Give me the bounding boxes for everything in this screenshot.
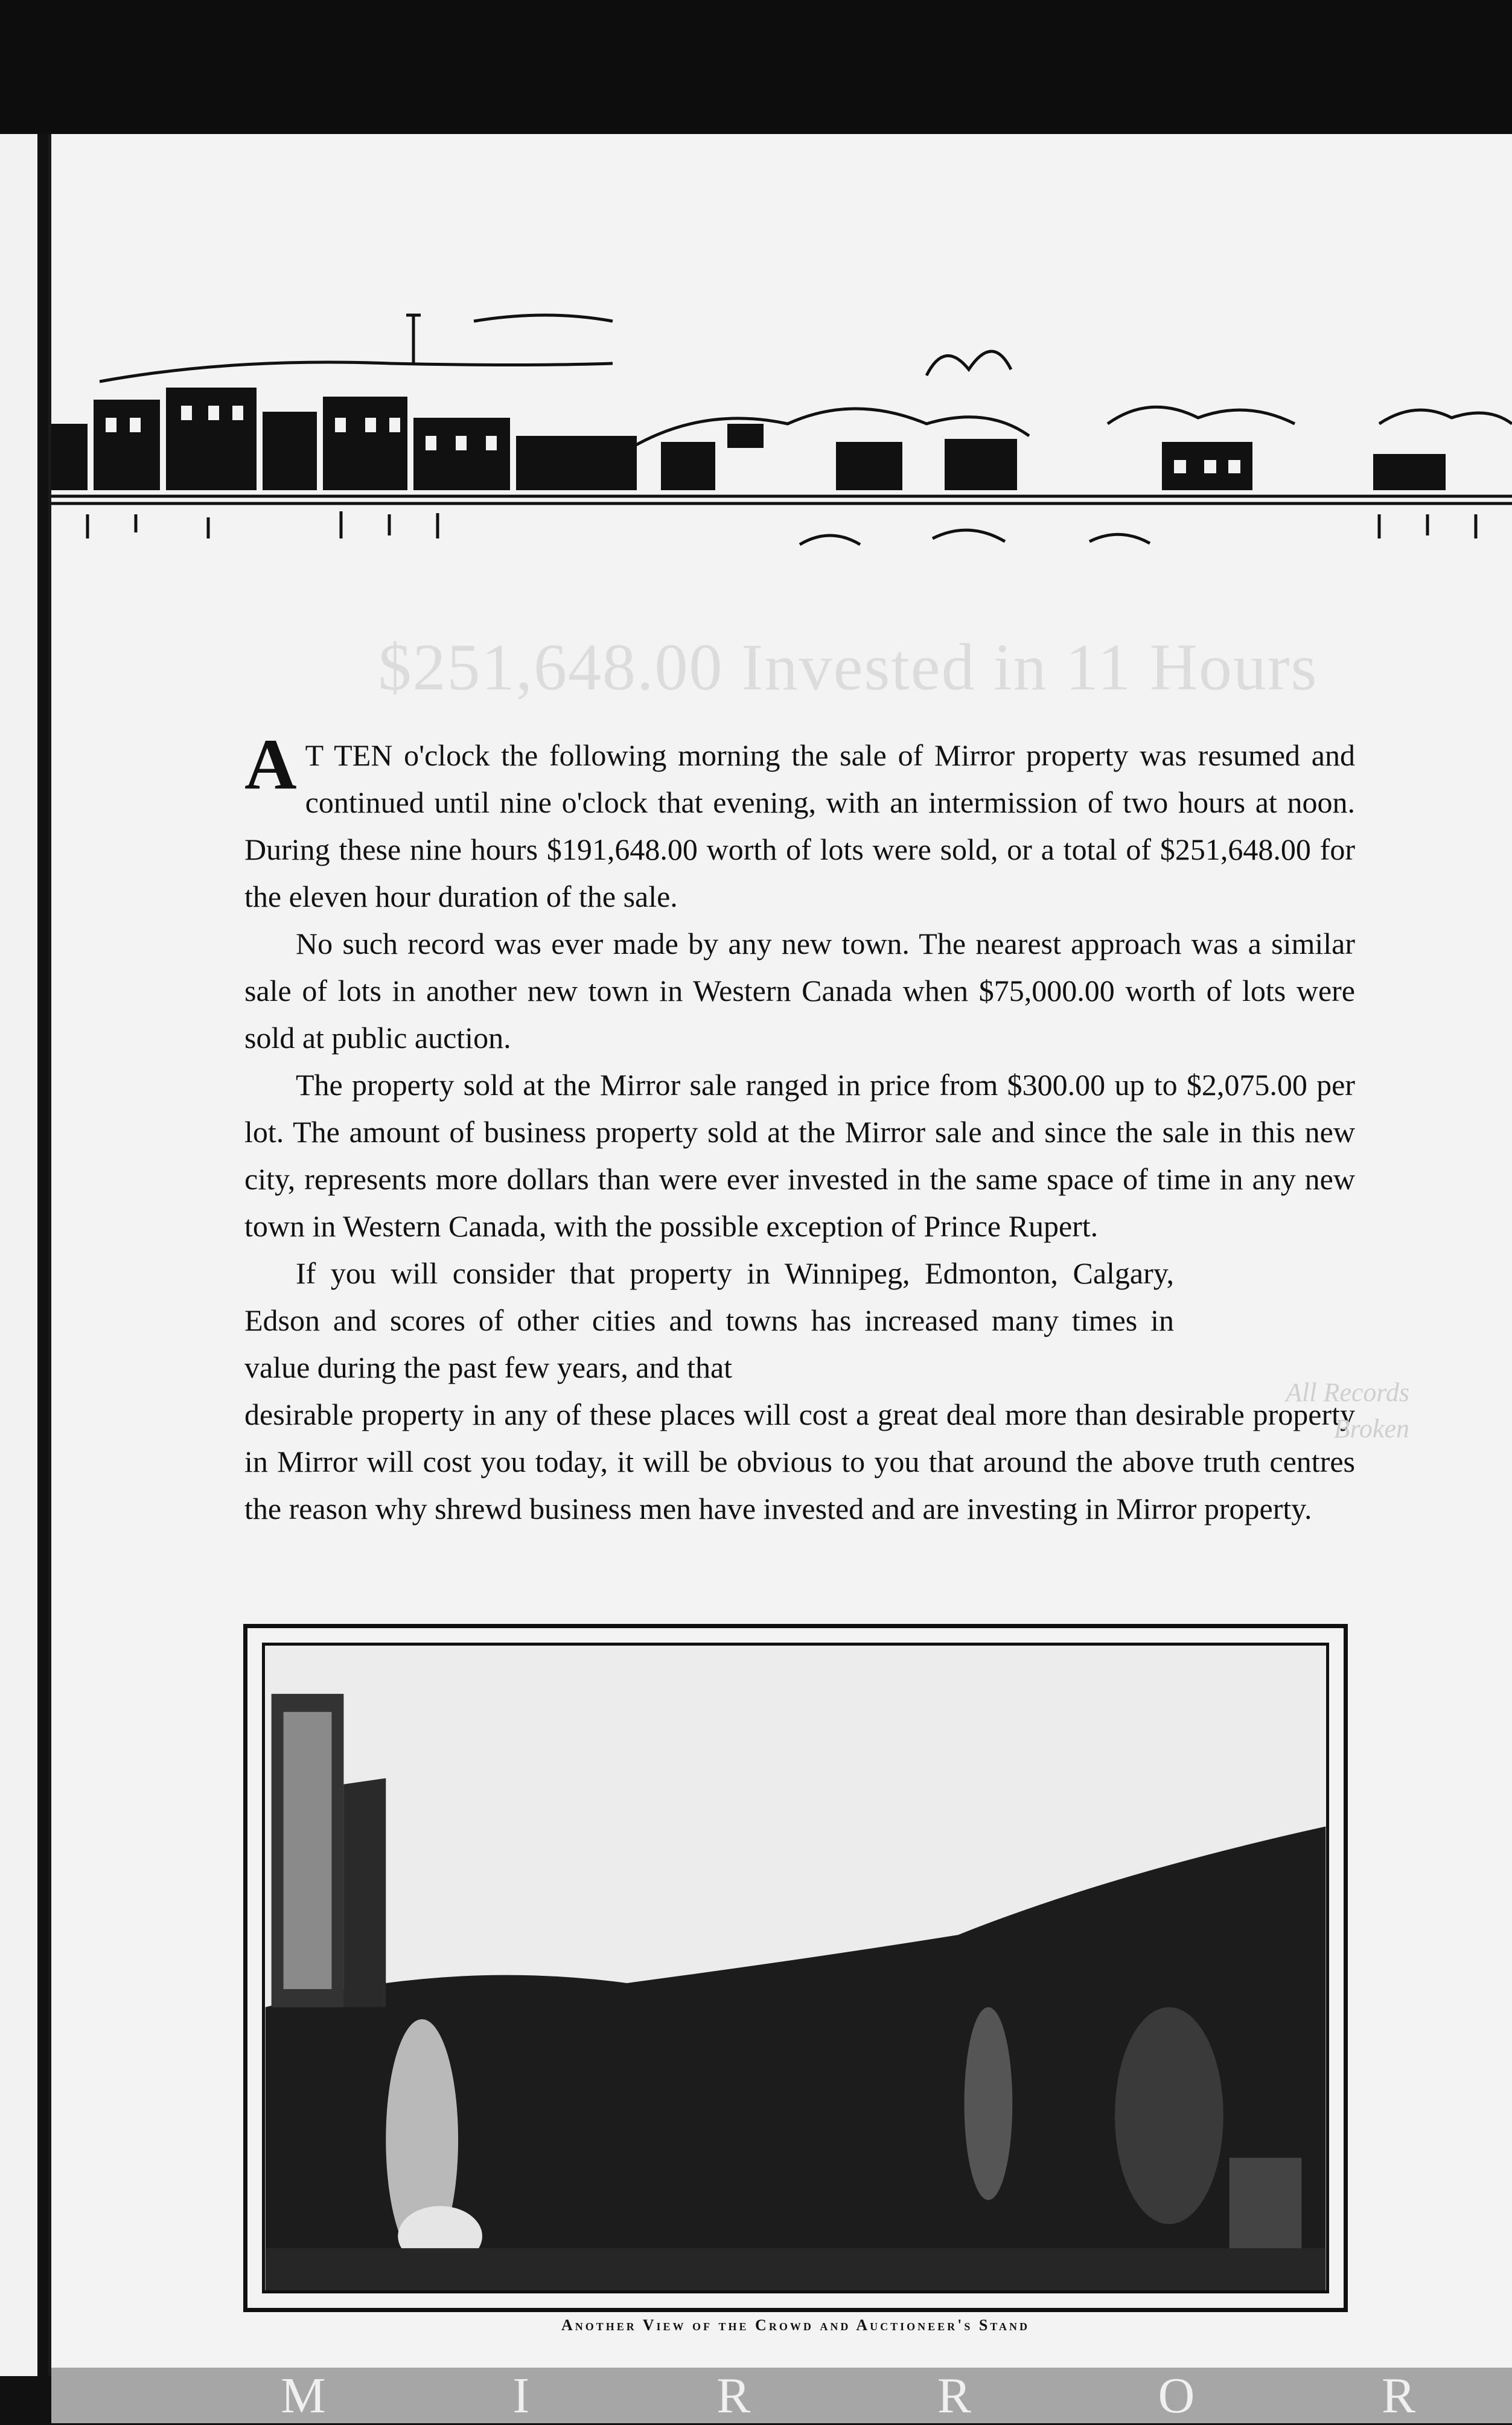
footer-letter: R [1381,2367,1415,2424]
paragraph-4: If you will consider that property in Winnipeg, Edmonton, Calgary, Edson and scores of other cities and towns has increased many times in value during the past few years, and that [244,1256,1174,1384]
page [48,134,1512,2424]
photo-caption: Another View of the Crowd and Auctioneer's Stand [561,2316,1030,2334]
page-title: $251,648.00 Invested in 11 Hours [378,630,1318,704]
facing-page-edge [0,134,43,2376]
drop-cap: A [244,724,297,804]
footer-letter: O [1158,2367,1195,2424]
paragraph-3: The property sold at the Mirror sale ranged in price from $300.00 up to $2,075.00 per lot. The amount of business property sold at the Mirror sale and since the sale in this new city, represents more dollars than were ever invested in the same space of time in any new town in Western Canada, with the possible exception of Prince Rupert. [244,1068,1355,1243]
paragraph-2: No such record was ever made by any new town. The nearest approach was a similar sale of lots in another new town in Western Canada when $75,000.00 worth of lots were sold at public auction. [244,927,1355,1055]
paragraph-1 [244,724,1355,920]
paragraph-1-text: T TEN o'clock the following morning the sale of Mirror property was resumed and continued until nine o'clock that evening, with an intermission of two hours at noon. During these nine hours $191,648.00 worth of lots were sold, or a total of $251,648.00 for the eleven hour duration of the sale. [244,738,1355,913]
crowd-photo [262,1643,1329,2293]
margin-note: All Records Broken [1286,1378,1409,1443]
footer-letter: I [512,2367,530,2424]
townscape-illustration [51,225,1512,563]
paragraph-5: desirable property in any of these places will cost a great deal more than desirable property in Mirror will cost you today, it will be obvious to you that around the above truth centres the reason why shrewd business men have invested and are investing in Mirror property. [244,1398,1355,1526]
scan-top-border [0,0,1512,134]
footer-letter: R [937,2367,971,2424]
photo-frame [243,1624,1348,2312]
crowd-photo-image [265,1646,1326,2290]
footer-letter: M [281,2367,326,2424]
footer-letter: R [716,2367,751,2424]
body-text [244,724,1355,1532]
